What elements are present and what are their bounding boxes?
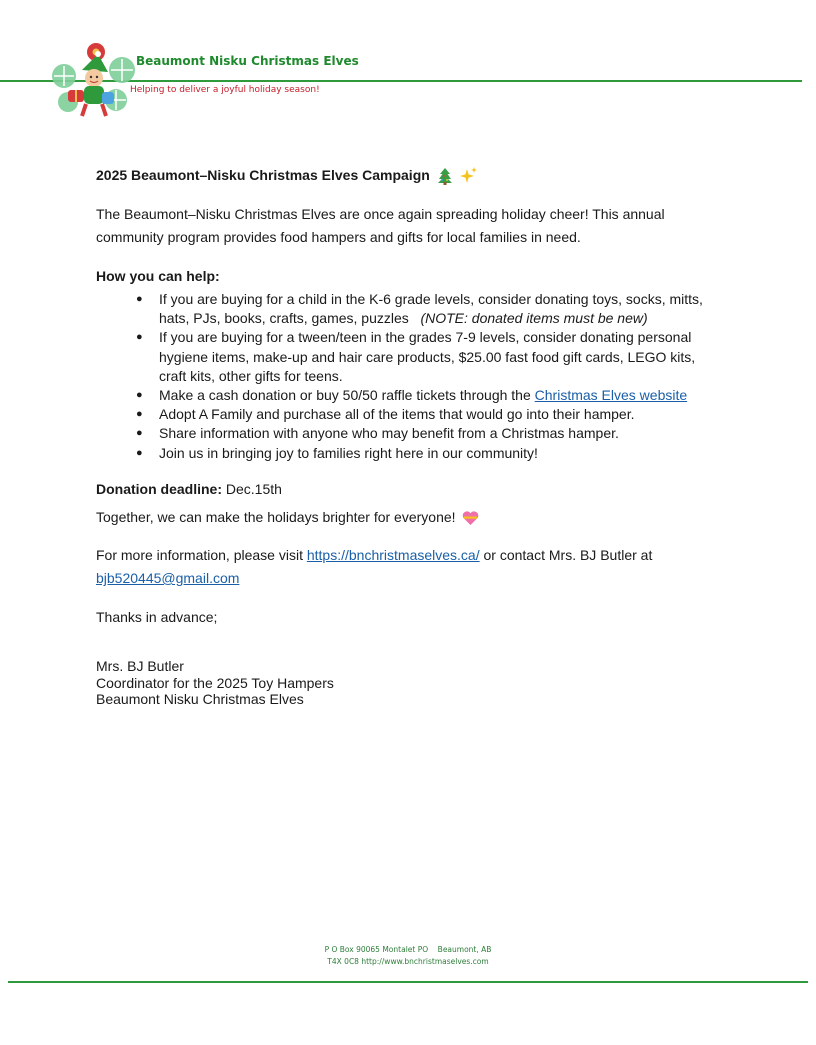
bullet: ●	[136, 408, 143, 421]
deadline-label: Donation deadline:	[96, 481, 222, 497]
list-item	[136, 328, 726, 386]
letter-title-text: 2025 Beaumont–Nisku Christmas Elves Campaign	[96, 167, 430, 183]
together-line	[96, 506, 726, 529]
signature-org: Beaumont Nisku Christmas Elves	[96, 691, 304, 707]
more-info-prefix: For more information, please visit	[96, 547, 303, 563]
list-item-note: (NOTE: donated items must be new)	[420, 310, 648, 327]
footer-line-2: T4X 0C8 http://www.bnchristmaselves.com	[327, 957, 489, 966]
help-list	[136, 290, 726, 463]
bullet: ●	[136, 446, 143, 459]
christmas-elf-logo-icon	[46, 40, 142, 120]
signature-block	[96, 658, 334, 708]
email-link[interactable]: bjb520445@gmail.com	[96, 570, 240, 586]
tagline: Helping to deliver a joyful holiday season!	[130, 85, 320, 95]
list-item	[136, 424, 726, 443]
signature-name: Mrs. BJ Butler	[96, 658, 184, 674]
website-link[interactable]: https://bnchristmaselves.ca/	[306, 547, 480, 563]
donation-deadline	[96, 478, 726, 501]
thanks-line: Thanks in advance;	[96, 609, 218, 625]
intro-paragraph: The Beaumont–Nisku Christmas Elves are once again spreading holiday cheer! This annual community program provides food hampers and gifts for local families in need.	[96, 206, 665, 245]
org-name: Beaumont Nisku Christmas Elves	[136, 54, 359, 68]
list-item	[136, 386, 726, 405]
footer-line-1: P O Box 90065 Montalet PO Beaumont, AB	[324, 945, 492, 954]
deadline-value: Dec.15th	[225, 481, 282, 497]
christmas-tree-icon	[437, 167, 453, 185]
list-item	[136, 405, 726, 424]
bullet: ●	[136, 331, 143, 344]
letter-title	[96, 167, 478, 185]
list-item	[136, 444, 726, 463]
list-item-text: If you are buying for a tween/teen in the grades 7-9 levels, consider donating personal hygiene items, make-up and hair care products, $25.00 fast food gift cards, LEGO kits, craft kits, other gifts for teens.	[159, 329, 696, 384]
more-info-mid: or contact Mrs. BJ Butler at	[483, 547, 653, 563]
together-text: Together, we can make the holidays brighter for everyone!	[96, 509, 456, 525]
list-item-text: If you are buying for a child in the K-6 grade levels, consider donating toys, socks, mitts, hats, PJs, books, crafts, games, puzzles	[159, 291, 703, 327]
more-info-paragraph	[96, 544, 726, 590]
footer-address	[0, 944, 816, 968]
list-item-text: Join us in bringing joy to families right here in our community!	[159, 444, 538, 461]
signature-role: Coordinator for the 2025 Toy Hampers	[96, 674, 334, 691]
heart-gift-icon	[462, 511, 479, 526]
bullet: ●	[136, 427, 143, 440]
bullet: ●	[136, 389, 143, 402]
list-item-text: Share information with anyone who may benefit from a Christmas hamper.	[159, 425, 619, 442]
bullet: ●	[136, 293, 143, 305]
list-item-text: Adopt A Family and purchase all of the items that would go into their hamper.	[159, 406, 635, 423]
help-heading: How you can help:	[96, 268, 220, 284]
christmas-elves-website-link[interactable]: Christmas Elves website	[534, 387, 688, 404]
footer-divider	[8, 981, 808, 983]
list-item	[136, 290, 726, 328]
sparkles-icon	[460, 167, 478, 185]
list-item-text: Make a cash donation or buy 50/50 raffle tickets through the	[159, 387, 531, 404]
